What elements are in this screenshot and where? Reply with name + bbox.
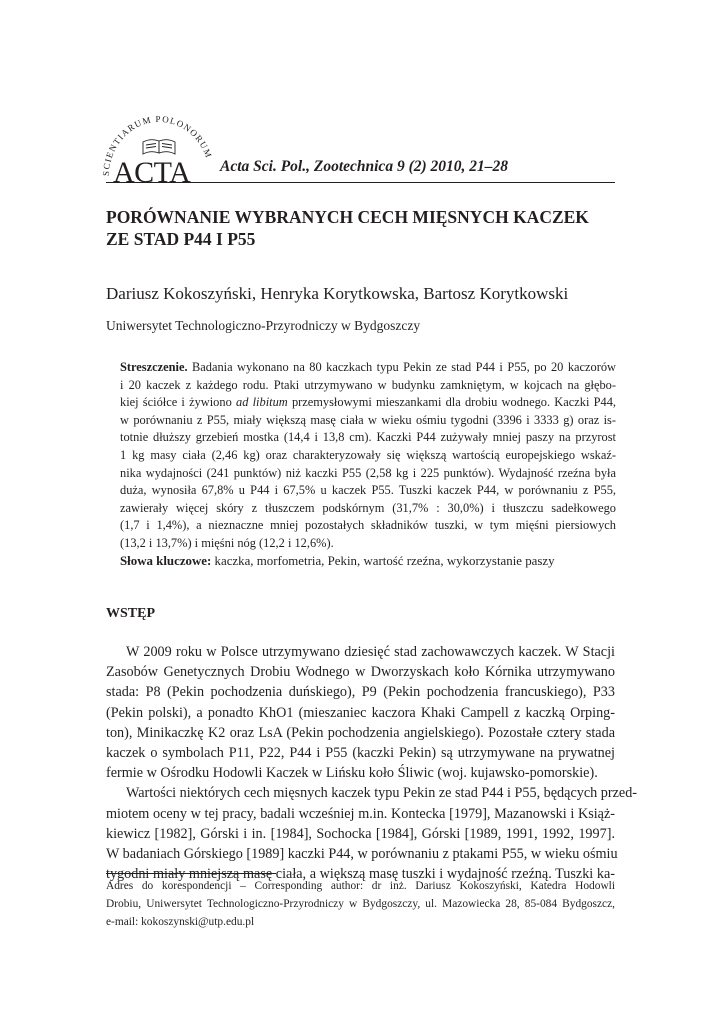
abstract-label: Streszczenie. — [120, 360, 188, 374]
body-line: fermie w Ośrodku Hodowli Kaczek w Lińsku koło Śliwic (woj. kujawsko-pomorskie). — [106, 765, 598, 782]
logo-arc-textpath: SCIENTIARUM POLONORUM — [101, 113, 215, 177]
abstract — [120, 359, 616, 553]
author-affiliation: Uniwersytet Technologiczno-Przyrodniczy w Bydgoszczy — [106, 318, 421, 333]
body-line: W 2009 roku w Polsce utrzymywano dziesięć stad zachowawczych kaczek. W Stacji — [126, 644, 615, 660]
abstract-line: zawierały więcej skóry z tłuszczem podskórnym (31,7% : 30,0%) i tłuszczu sadełkowego — [120, 500, 616, 515]
body-line: stada: P8 (Pekin pochodzenia duńskiego), P9 (Pekin pochodzenia francuskiego), P33 — [106, 684, 615, 701]
abstract-line: nika wydajności (241 punktów) niż kaczki P55 (2,58 kg i 225 punktów). Wydajność rzeźna była — [120, 465, 616, 480]
section-heading: WSTĘP — [106, 606, 156, 621]
journal-citation: Acta Sci. Pol., Zootechnica 9 (2) 2010, 21–28 — [220, 158, 509, 175]
abstract-line: Streszczenie. Badania wykonano na 80 kaczkach typu Pekin ze stad P44 i P55, po 20 kaczorów — [120, 360, 616, 374]
abstract-line: (13,2 i 13,7%) i mięśni nóg (12,2 i 12,6%). — [120, 535, 334, 550]
abstract-line: i 20 kaczek z każdego rodu. Ptaki utrzymywano w budynku zamkniętym, w kojcach na głębo- — [120, 377, 616, 392]
title-line: ZE STAD P44 I P55 — [106, 229, 256, 249]
abstract-line: w porównaniu z P55, miały większą masę ciała w wieku ośmiu tygodni (3396 i 3333 g) oraz is- — [120, 412, 616, 427]
body-line: miotem oceny w tej pracy, badali wcześniej m.in. Kontecka [1979], Mazanowski i Książ- — [106, 805, 615, 822]
abstract-line: totnie dłuższy grzebień mostka (14,4 i 13,8 cm). Kaczki P44 zużywały mniej paszy na przyrost — [120, 430, 616, 445]
footnote-divider — [106, 873, 276, 874]
article-title — [106, 206, 626, 250]
italic-term: ad libitum — [236, 395, 288, 410]
author-list: Dariusz Kokoszyński, Henryka Korytkowska, Bartosz Korytkowski — [106, 284, 569, 303]
body-line: W badaniach Górskiego [1989] kaczki P44, w porównaniu z ptakami P55, w wieku ośmiu — [106, 845, 618, 862]
body-line: (Pekin polski), a ponadto KhO1 (mieszaniec kaczora Khaki Campell z kaczką Orping- — [106, 704, 615, 721]
body-line: Zasobów Genetycznych Drobiu Wodnego w Dworzyskach koło Kórnika utrzymywano — [106, 664, 615, 681]
body-line: kaczek o symbolach P11, P22, P44 i P55 (kaczki Pekin) są utrzymywane na prywatnej — [106, 744, 615, 761]
open-book-icon — [143, 140, 175, 154]
abstract-line: 1 kg masy ciała (2,46 kg) oraz charakteryzowały się większą wartością europejskiego wskaź- — [120, 447, 616, 462]
footnote-line: Adres do korespondencji – Corresponding author: dr inż. Dariusz Kokoszyński, Katedra Hodowli — [106, 880, 615, 892]
body-line: Wartości niektórych cech mięsnych kaczek typu Pekin ze stad P44 i P55, będących przed- — [126, 785, 638, 802]
abstract-line: kiej ściółce i żywiono ad libitum przemysłowymi mieszankami dla drobiu wodnego. Kaczki P44, — [120, 395, 616, 410]
body-text — [106, 642, 638, 884]
logo-wordmark: ACTA — [113, 156, 191, 188]
body-line: ton), Minikaczkę K2 oraz LsA (Pekin pochodzenia angielskiego). Pozostałe cztery stada — [106, 724, 615, 741]
acta-logo — [101, 108, 217, 188]
footnote-line: Drobiu, Uniwersytet Technologiczno-Przyrodniczy w Bydgoszczy, ul. Mazowiecka 28, 85-084 Bydgoszcz, — [106, 897, 615, 910]
keywords — [120, 554, 555, 569]
keywords-text: kaczka, morfometria, Pekin, wartość rzeźna, wykorzystanie paszy — [211, 554, 555, 568]
abstract-line: duża, wynosiła 67,8% u P44 i 67,5% u kaczek P55. Tuszki kaczek P44, w porównaniu z P55, — [120, 483, 616, 498]
header-divider — [106, 182, 615, 183]
body-line: tygodni miały mniejszą masę ciała, a większą masę tuszki i wydajność rzeźną. Tuszki ka- — [106, 866, 615, 883]
acta-logo-graphic — [101, 108, 217, 188]
correspondence-footnote — [106, 878, 615, 931]
keywords-label: Słowa kluczowe: — [120, 554, 212, 568]
abstract-line: (1,7 i 1,4%), a nieznaczne mniej pozostałych składników tuszki, w tym mięśni piersiowych — [120, 518, 616, 533]
body-line: kiewicz [1982], Górski i in. [1984], Sochocka [1984], Górski [1989, 1991, 1992, 1997]. — [106, 825, 615, 842]
footnote-line: e-mail: kokoszynski@utp.edu.pl — [106, 915, 255, 928]
title-line: PORÓWNANIE WYBRANYCH CECH MIĘSNYCH KACZEK — [106, 207, 589, 227]
